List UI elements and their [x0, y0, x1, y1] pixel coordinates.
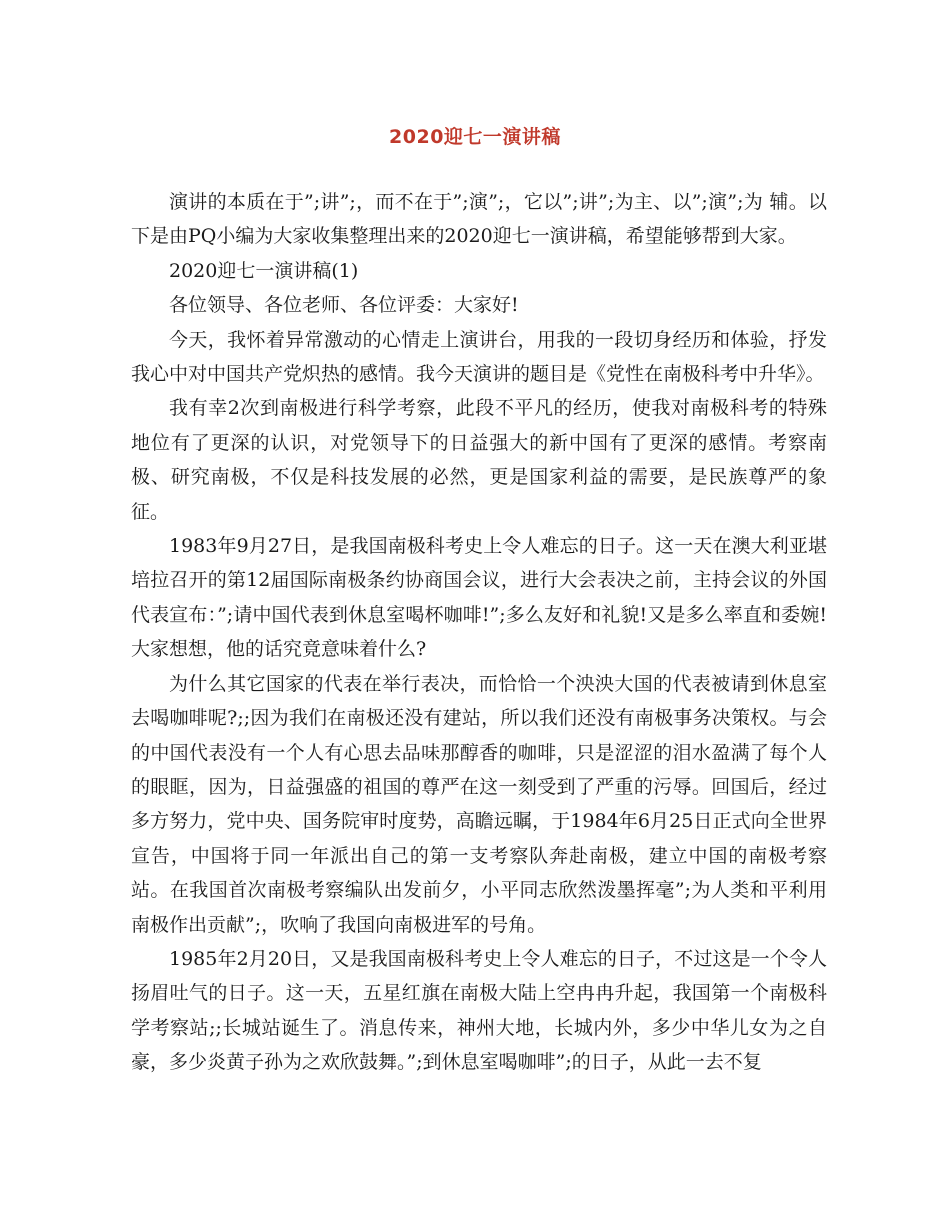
- paragraph-experience: 我有幸2次到南极进行科学考察，此段不平凡的经历，使我对南极科考的特殊地位有了更深的认识，对党领导下的日益强大的新中国有了更深的感情。考察南极、研究南极，不仅是科技发展的必然，更是国家利益的需要，是民族尊严的象征。: [131, 397, 827, 523]
- paragraph-1985: 1985年2月20日，又是我国南极科考史上令人难忘的日子，不过这是一个令人扬眉吐气的日子。这一天，五星红旗在南极大陆上空冉冉升起，我国第一个南极科学考察站;;长城站诞生了。消息传来，神州大地，长城内外，多少中华儿女为之自豪，多少炎黄子孙为之欢欣鼓舞。”;到休息室喝咖啡”;的日子，从此一去不复: [131, 947, 827, 1074]
- paragraph-greeting: 各位领导、各位老师、各位评委：大家好!: [169, 294, 519, 317]
- paragraph-1983: 1983年9月27日，是我国南极科考史上令人难忘的日子。这一天在澳大利亚堪培拉召开的第12届国际南极条约协商国会议，进行大会表决之前，主持会议的外国代表宣布：”;请中国代表到休息室喝杯咖啡!”;多么友好和礼貌!又是多么率直和委婉!大家想想，他的话究竟意味着什么?: [131, 535, 827, 661]
- page-title: 2020迎七一演讲稿: [389, 126, 561, 148]
- paragraph-intro: 演讲的本质在于”;讲”;，而不在于”;演”;，它以”;讲”;为主、以”;演”;为 辅。以下是由PQ小编为大家收集整理出来的2020迎七一演讲稿，希望能够帮到大家。: [131, 191, 827, 248]
- paragraph-opening: 今天，我怀着异常激动的心情走上演讲台，用我的一段切身经历和体验，抒发我心中对中国共产党炽热的感情。我今天演讲的题目是《党性在南极科考中升华》。: [131, 328, 827, 386]
- paragraph-why: 为什么其它国家的代表在举行表决，而恰恰一个泱泱大国的代表被请到休息室去喝咖啡呢?;;因为我们在南极还没有建站，所以我们还没有南极事务决策权。与会的中国代表没有一个人有心思去品味那醇香的咖啡，只是涩涩的泪水盈满了每个人的眼眶，因为，日益强盛的祖国的尊严在这一刻受到了严重的污辱。回国后，经过多方努力，党中央、国务院审时度势，高瞻远瞩，于1984年6月25日正式向全世界宣告，中国将于同一年派出自己的第一支考察队奔赴南极，建立中国的南极考察站。在我国首次南极考察编队出发前夕，小平同志欣然泼墨挥毫”;为人类和平利用南极作出贡献”;，吹响了我国向南极进军的号角。: [131, 672, 827, 936]
- paragraph-subtitle: 2020迎七一演讲稿(1): [169, 259, 359, 282]
- document-body: [131, 185, 827, 1080]
